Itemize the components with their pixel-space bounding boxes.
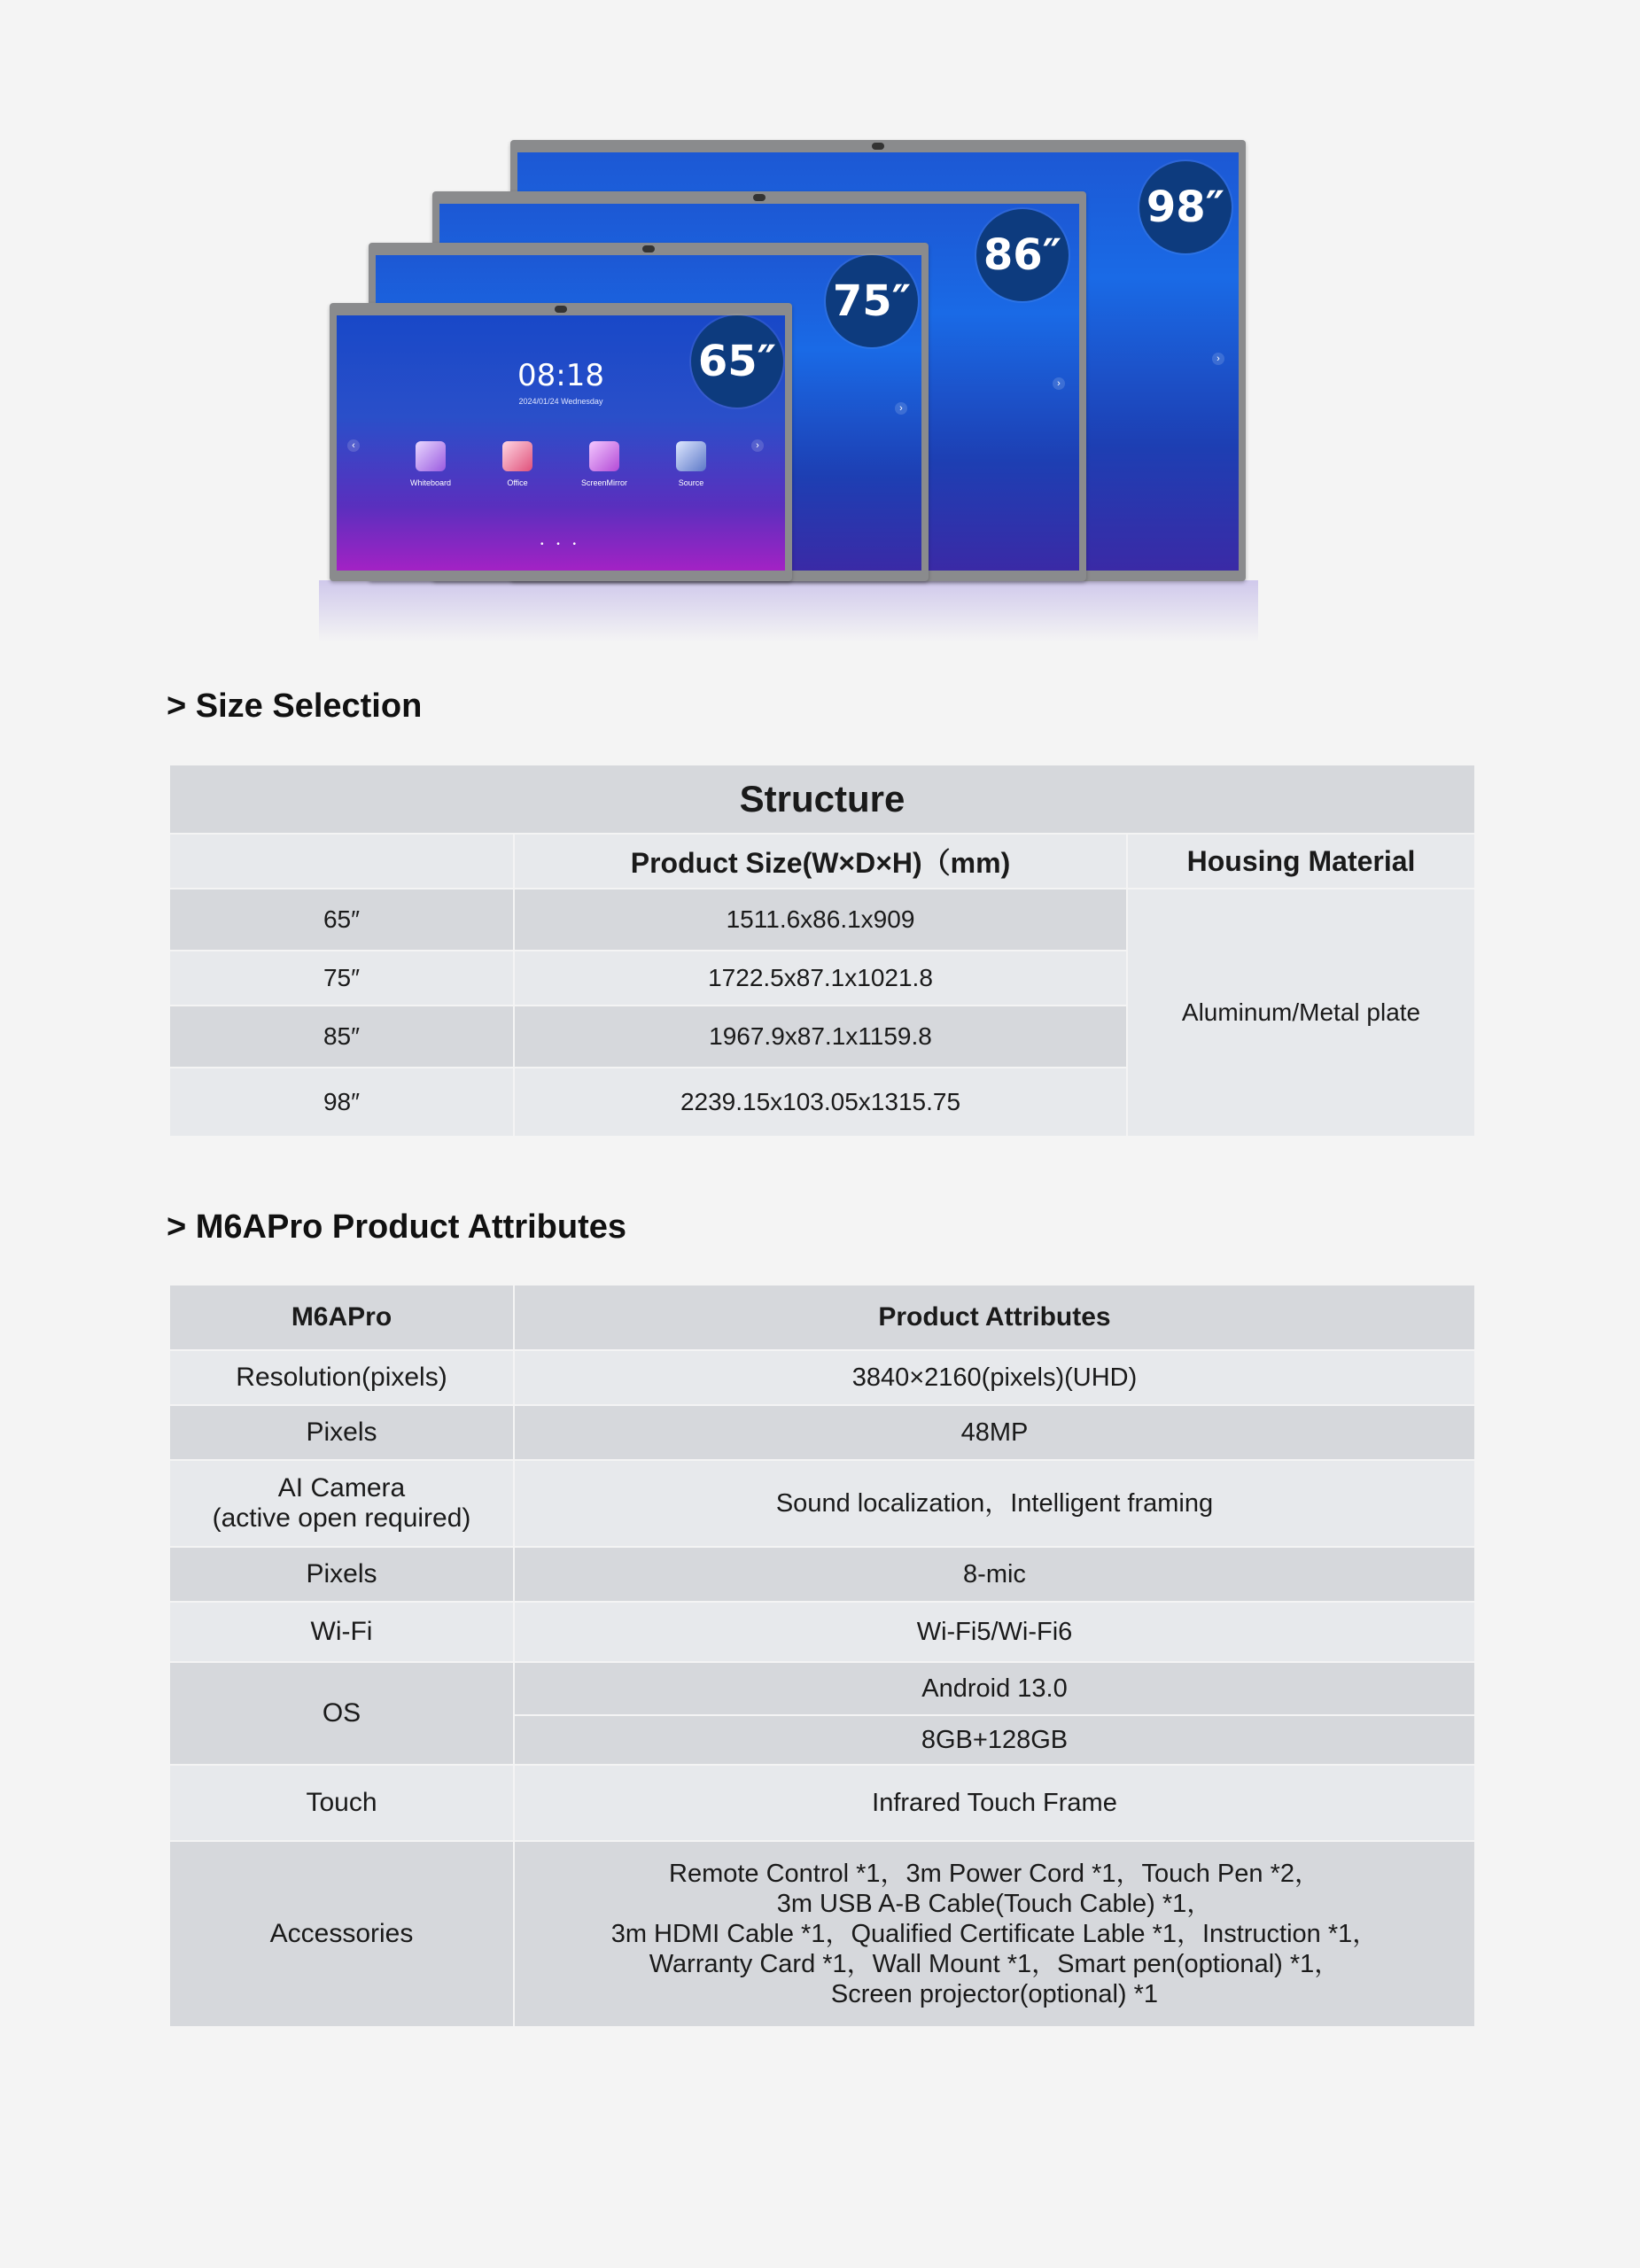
attr-value: 3840×2160(pixels)(UHD) xyxy=(514,1350,1475,1405)
attr-label-ai-camera xyxy=(169,1460,514,1547)
office-icon xyxy=(502,441,532,471)
header-model: M6APro xyxy=(169,1285,514,1350)
camera-icon xyxy=(555,306,567,313)
attr-label: Accessories xyxy=(169,1841,514,2027)
row-dimensions: 1967.9x87.1x1159.8 xyxy=(514,1006,1127,1068)
app-office: Office xyxy=(491,441,544,487)
accessories-line: Screen projector(optional) *1 xyxy=(830,1980,1159,2008)
attr-value: 8GB+128GB xyxy=(514,1715,1475,1765)
attr-label: Wi-Fi xyxy=(169,1602,514,1662)
chevron-right-icon: › xyxy=(895,402,907,415)
screenmirror-icon xyxy=(589,441,619,471)
attr-label: Touch xyxy=(169,1765,514,1841)
size-selection-title: > Size Selection xyxy=(167,687,423,725)
app-source: Source xyxy=(665,441,718,487)
app-screenmirror: ScreenMirror xyxy=(578,441,631,487)
row-dimensions: 1511.6x86.1x909 xyxy=(514,889,1127,951)
chevron-right-icon: › xyxy=(1053,377,1065,390)
attr-value: Infrared Touch Frame xyxy=(514,1765,1475,1841)
row-size-label: 75″ xyxy=(169,951,514,1006)
attr-label-line: (active open required) xyxy=(212,1503,471,1533)
attr-label: OS xyxy=(169,1662,514,1765)
attributes-title: > M6APro Product Attributes xyxy=(167,1208,627,1246)
row-dimensions: 2239.15x103.05x1315.75 xyxy=(514,1068,1127,1137)
attr-value: 48MP xyxy=(514,1405,1475,1460)
attr-label: Resolution(pixels) xyxy=(169,1350,514,1405)
attr-value: Sound localization，Intelligent framing xyxy=(514,1460,1475,1547)
chevron-left-icon: ‹ xyxy=(347,439,360,452)
row-size-label: 85″ xyxy=(169,1006,514,1068)
camera-icon xyxy=(872,143,884,150)
display-reflection xyxy=(319,580,1258,642)
row-dimensions: 1722.5x87.1x1021.8 xyxy=(514,951,1127,1006)
attr-value: Wi-Fi5/Wi-Fi6 xyxy=(514,1602,1475,1662)
accessories-line: 3m USB A-B Cable(Touch Cable) *1， xyxy=(776,1890,1213,1918)
camera-icon xyxy=(753,194,766,201)
whiteboard-icon xyxy=(416,441,446,471)
housing-material-value: Aluminum/Metal plate xyxy=(1127,889,1475,1137)
chevron-right-icon: › xyxy=(751,439,764,452)
accessories-value xyxy=(514,1841,1475,2027)
camera-icon xyxy=(642,245,655,252)
size-badge-98: 98″ xyxy=(1139,161,1232,253)
attr-value: Android 13.0 xyxy=(514,1662,1475,1715)
attr-label-line: AI Camera xyxy=(277,1473,406,1503)
page-indicator: • • • xyxy=(540,540,582,549)
app-whiteboard: Whiteboard xyxy=(404,441,457,487)
accessories-line: Warranty Card *1，Wall Mount *1，Smart pen(optional) *1， xyxy=(649,1950,1341,1978)
header-attributes: Product Attributes xyxy=(514,1285,1475,1350)
header-housing-material: Housing Material xyxy=(1127,834,1475,889)
display-65 xyxy=(330,303,792,581)
attr-label: Pixels xyxy=(169,1547,514,1602)
attributes-table xyxy=(168,1284,1476,2028)
size-badge-75: 75″ xyxy=(826,255,918,347)
size-table xyxy=(168,764,1476,1138)
product-hero-image xyxy=(319,133,1258,647)
structure-caption: Structure xyxy=(169,765,1475,834)
size-badge-65: 65″ xyxy=(691,315,783,408)
chevron-right-icon: › xyxy=(1212,353,1224,365)
row-size-label: 98″ xyxy=(169,1068,514,1137)
home-clock: 08:18 xyxy=(517,358,604,393)
attr-label: Pixels xyxy=(169,1405,514,1460)
source-icon xyxy=(676,441,706,471)
home-date: 2024/01/24 Wednesday xyxy=(518,397,603,406)
accessories-line: Remote Control *1，3m Power Cord *1，Touch Pen *2， xyxy=(669,1860,1320,1888)
row-size-label: 65″ xyxy=(169,889,514,951)
attr-value: 8-mic xyxy=(514,1547,1475,1602)
header-product-size: Product Size(W×D×H)（mm) xyxy=(514,834,1127,889)
accessories-line: 3m HDMI Cable *1，Qualified Certificate Lable *1，Instruction *1， xyxy=(610,1920,1379,1948)
header-empty xyxy=(169,834,514,889)
size-badge-86: 86″ xyxy=(976,209,1069,301)
